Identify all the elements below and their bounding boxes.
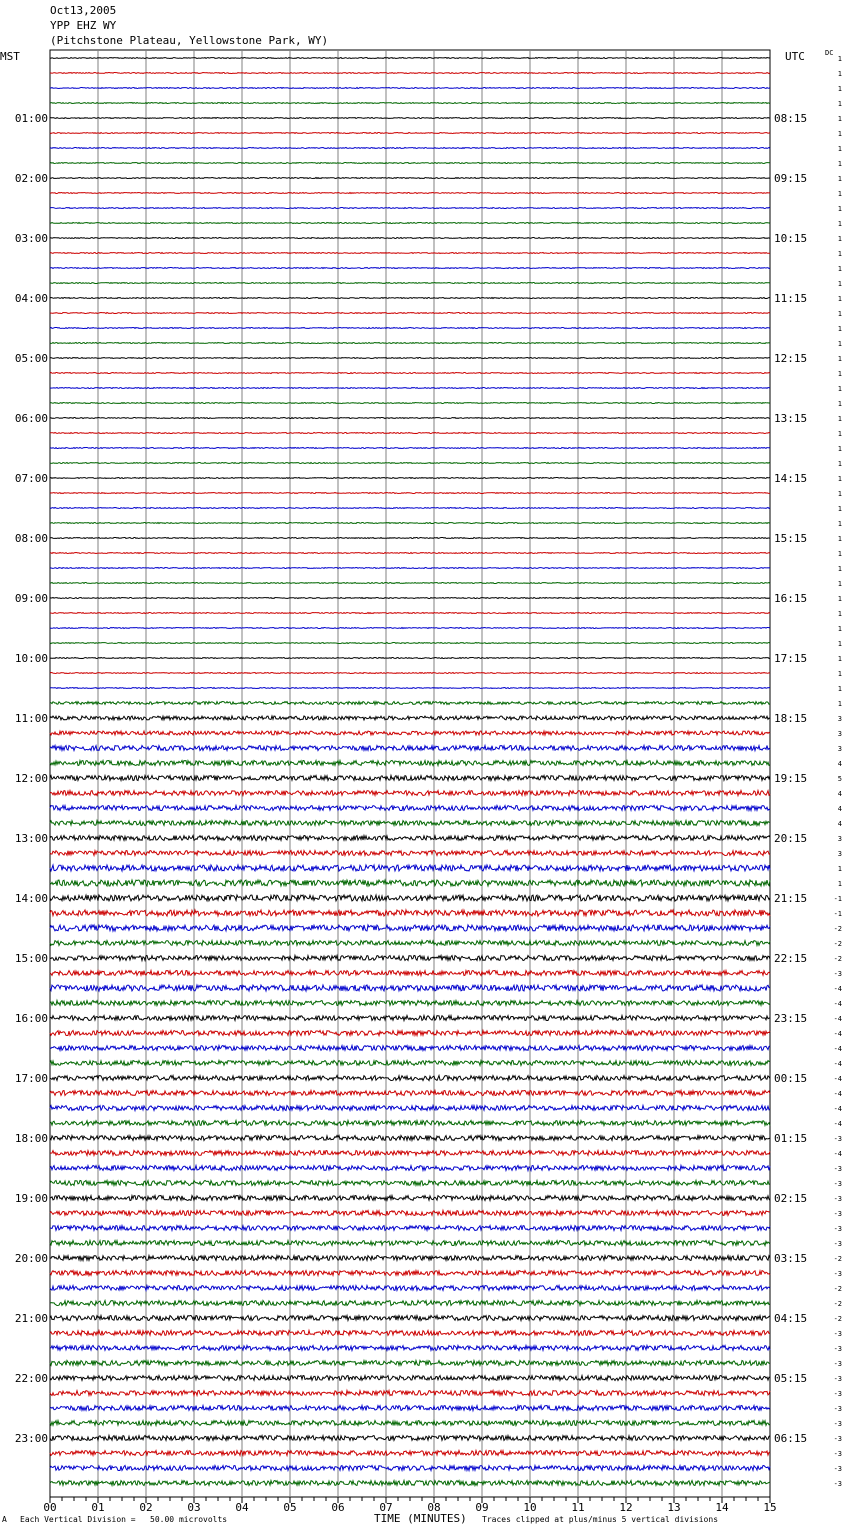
trace-line: [50, 895, 770, 901]
dc-offset-label: -3: [833, 1390, 842, 1398]
dc-offset-label: 4: [837, 805, 842, 813]
dc-offset-label: 1: [837, 520, 842, 528]
right-hour-label: 22:15: [774, 952, 808, 965]
dc-offset-label: 3: [837, 745, 842, 753]
left-hour-label: 12:00: [14, 772, 48, 785]
dc-offset-label: -4: [833, 1105, 842, 1113]
dc-offset-label: 1: [837, 175, 842, 183]
trace-line: [50, 1031, 770, 1036]
dc-offset-label: -4: [833, 1045, 842, 1053]
trace-line: [50, 238, 770, 239]
trace-line: [50, 388, 770, 389]
dc-offset-label: -3: [833, 1435, 842, 1443]
dc-offset-label: 3: [837, 850, 842, 858]
trace-line: [50, 1481, 770, 1486]
dc-offset-label: 1: [837, 385, 842, 393]
trace-line: [50, 478, 770, 479]
left-hour-label: 11:00: [14, 712, 48, 725]
plot-date: Oct13,2005: [50, 4, 117, 17]
right-hour-label: 05:15: [774, 1372, 808, 1385]
trace-line: [50, 418, 770, 419]
dc-offset-label: -4: [833, 1030, 842, 1038]
right-hour-label: 09:15: [774, 172, 808, 185]
dc-offset-label: -3: [833, 1225, 842, 1233]
left-hour-label: 06:00: [14, 412, 48, 425]
trace-line: [50, 806, 770, 811]
left-hour-label: 19:00: [14, 1192, 48, 1205]
dc-offset-label: 1: [837, 85, 842, 93]
trace-line: [50, 1346, 770, 1351]
dc-offset-label: -3: [833, 1135, 842, 1143]
trace-line: [50, 1466, 770, 1471]
dc-offset-label: 4: [837, 790, 842, 798]
trace-line: [50, 328, 770, 329]
trace-line: [50, 1196, 770, 1201]
right-hour-label: 19:15: [774, 772, 808, 785]
dc-offset-label: 1: [837, 310, 842, 318]
trace-line: [50, 103, 770, 104]
trace-line: [50, 821, 770, 826]
dc-header-label: DC: [825, 49, 834, 57]
dc-offset-label: -3: [833, 1345, 842, 1353]
dc-offset-label: 1: [837, 70, 842, 78]
trace-line: [50, 925, 770, 931]
trace-line: [50, 433, 770, 434]
dc-offset-label: -3: [833, 1240, 842, 1248]
dc-offset-label: -3: [833, 1195, 842, 1203]
trace-line: [50, 731, 770, 735]
dc-offset-label: 1: [837, 190, 842, 198]
dc-offset-label: -4: [833, 1060, 842, 1068]
trace-line: [50, 178, 770, 179]
dc-offset-label: 1: [837, 625, 842, 633]
dc-offset-label: -3: [833, 1360, 842, 1368]
trace-line: [50, 358, 770, 359]
plot-frame: [50, 50, 770, 1497]
dc-offset-label: 1: [837, 250, 842, 258]
trace-line: [50, 598, 770, 599]
left-hour-label: 07:00: [14, 472, 48, 485]
dc-offset-label: -2: [833, 1315, 842, 1323]
x-tick-label: 03: [187, 1501, 201, 1514]
right-hour-label: 16:15: [774, 592, 808, 605]
left-hour-label: 08:00: [14, 532, 48, 545]
dc-offset-label: -4: [833, 1000, 842, 1008]
trace-line: [50, 583, 770, 584]
trace-line: [50, 985, 770, 991]
trace-line: [50, 1166, 770, 1171]
dc-offset-label: -3: [833, 1450, 842, 1458]
trace-line: [50, 1256, 770, 1261]
trace-line: [50, 836, 770, 841]
right-hour-label: 13:15: [774, 412, 808, 425]
dc-offset-label: 3: [837, 730, 842, 738]
dc-offset-label: -2: [833, 955, 842, 963]
trace-line: [50, 628, 770, 629]
dc-offset-label: 4: [837, 820, 842, 828]
right-hour-label: 02:15: [774, 1192, 808, 1205]
dc-offset-label: 1: [837, 160, 842, 168]
dc-offset-label: 3: [837, 835, 842, 843]
dc-offset-label: -1: [833, 910, 842, 918]
right-hour-label: 08:15: [774, 112, 808, 125]
trace-line: [50, 463, 770, 464]
dc-offset-label: 1: [837, 280, 842, 288]
dc-offset-label: 1: [837, 655, 842, 663]
left-hour-label: 01:00: [14, 112, 48, 125]
x-tick-label: 08: [427, 1501, 441, 1514]
dc-offset-label: -3: [833, 1405, 842, 1413]
x-tick-label: 01: [91, 1501, 105, 1514]
trace-line: [50, 1451, 770, 1456]
x-tick-label: 14: [715, 1501, 729, 1514]
trace-line: [50, 1151, 770, 1156]
x-tick-label: 09: [475, 1501, 489, 1514]
trace-line: [50, 1361, 770, 1366]
dc-offset-label: 1: [837, 580, 842, 588]
right-hour-label: 01:15: [774, 1132, 808, 1145]
x-tick-label: 00: [43, 1501, 57, 1514]
dc-offset-label: 1: [837, 640, 842, 648]
left-hour-label: 10:00: [14, 652, 48, 665]
dc-offset-label: -3: [833, 1465, 842, 1473]
dc-offset-label: 1: [837, 130, 842, 138]
left-hour-label: 15:00: [14, 952, 48, 965]
dc-offset-label: 1: [837, 595, 842, 603]
dc-offset-label: 1: [837, 430, 842, 438]
dc-offset-label: -4: [833, 1150, 842, 1158]
dc-offset-label: -4: [833, 1015, 842, 1023]
dc-offset-label: -4: [833, 1120, 842, 1128]
trace-line: [50, 1301, 770, 1306]
left-hour-label: 18:00: [14, 1132, 48, 1145]
dc-offset-label: 1: [837, 460, 842, 468]
dc-offset-label: 1: [837, 205, 842, 213]
dc-offset-label: -4: [833, 1090, 842, 1098]
trace-line: [50, 73, 770, 74]
right-hour-label: 00:15: [774, 1072, 808, 1085]
dc-offset-label: 3: [837, 715, 842, 723]
left-hour-label: 03:00: [14, 232, 48, 245]
trace-line: [50, 1271, 770, 1276]
trace-line: [50, 1286, 770, 1291]
dc-offset-label: 1: [837, 355, 842, 363]
trace-line: [50, 971, 770, 976]
trace-line: [50, 448, 770, 449]
trace-line: [50, 791, 770, 796]
trace-line: [50, 148, 770, 149]
trace-line: [50, 1046, 770, 1051]
dc-offset-label: 1: [837, 565, 842, 573]
trace-line: [50, 268, 770, 269]
dc-offset-label: 1: [837, 235, 842, 243]
trace-line: [50, 716, 770, 720]
trace-line: [50, 1436, 770, 1441]
x-tick-label: 06: [331, 1501, 345, 1514]
x-tick-label: 15: [763, 1501, 777, 1514]
dc-offset-label: 1: [837, 445, 842, 453]
dc-offset-label: 1: [837, 55, 842, 63]
right-timezone-label: UTC: [785, 50, 805, 63]
trace-line: [50, 880, 770, 886]
trace-line: [50, 1136, 770, 1141]
left-hour-label: 04:00: [14, 292, 48, 305]
right-hour-label: 04:15: [774, 1312, 808, 1325]
trace-line: [50, 538, 770, 539]
trace-line: [50, 1001, 770, 1006]
trace-line: [50, 910, 770, 916]
dc-offset-label: -2: [833, 925, 842, 933]
right-hour-label: 17:15: [774, 652, 808, 665]
trace-line: [50, 761, 770, 766]
trace-line: [50, 1061, 770, 1066]
dc-offset-label: -3: [833, 970, 842, 978]
dc-offset-label: 1: [837, 115, 842, 123]
dc-offset-label: -3: [833, 1330, 842, 1338]
trace-line: [50, 1331, 770, 1336]
left-hour-label: 23:00: [14, 1432, 48, 1445]
station-location: (Pitchstone Plateau, Yellowstone Park, WY): [50, 34, 329, 47]
right-hour-label: 14:15: [774, 472, 808, 485]
x-tick-label: 04: [235, 1501, 249, 1514]
footer-mark: A: [2, 1515, 7, 1524]
left-hour-label: 13:00: [14, 832, 48, 845]
right-hour-label: 10:15: [774, 232, 808, 245]
dc-offset-label: -1: [833, 895, 842, 903]
dc-offset-label: 5: [837, 775, 842, 783]
left-hour-label: 05:00: [14, 352, 48, 365]
left-hour-label: 21:00: [14, 1312, 48, 1325]
trace-line: [50, 1016, 770, 1021]
left-hour-label: 17:00: [14, 1072, 48, 1085]
dc-offset-label: -3: [833, 1375, 842, 1383]
dc-offset-label: -3: [833, 1210, 842, 1218]
trace-line: [50, 658, 770, 659]
dc-offset-label: 1: [837, 220, 842, 228]
dc-offset-label: -3: [833, 1420, 842, 1428]
left-hour-label: 16:00: [14, 1012, 48, 1025]
x-tick-label: 12: [619, 1501, 633, 1514]
right-hour-label: 11:15: [774, 292, 808, 305]
left-timezone-label: MST: [0, 50, 20, 63]
dc-offset-label: 1: [837, 490, 842, 498]
trace-line: [50, 118, 770, 119]
x-tick-label: 13: [667, 1501, 681, 1514]
trace-line: [50, 553, 770, 554]
right-hour-label: 20:15: [774, 832, 808, 845]
dc-offset-label: -2: [833, 1285, 842, 1293]
dc-offset-label: 1: [837, 865, 842, 873]
dc-offset-label: 1: [837, 550, 842, 558]
dc-offset-label: 1: [837, 880, 842, 888]
dc-offset-label: 1: [837, 295, 842, 303]
trace-line: [50, 643, 770, 644]
trace-line: [50, 493, 770, 494]
trace-line: [50, 373, 770, 374]
trace-line: [50, 1241, 770, 1246]
trace-line: [50, 1091, 770, 1096]
right-hour-label: 12:15: [774, 352, 808, 365]
trace-line: [50, 568, 770, 569]
dc-offset-label: 1: [837, 700, 842, 708]
trace-line: [50, 1181, 770, 1186]
trace-line: [50, 1226, 770, 1231]
left-hour-label: 09:00: [14, 592, 48, 605]
dc-offset-label: 1: [837, 505, 842, 513]
right-hour-label: 15:15: [774, 532, 808, 545]
dc-offset-label: 1: [837, 670, 842, 678]
trace-line: [50, 163, 770, 164]
trace-line: [50, 208, 770, 209]
trace-line: [50, 851, 770, 856]
x-tick-label: 11: [571, 1501, 585, 1514]
dc-offset-label: 1: [837, 370, 842, 378]
x-tick-label: 02: [139, 1501, 153, 1514]
trace-line: [50, 865, 770, 871]
trace-line: [50, 88, 770, 89]
trace-line: [50, 1121, 770, 1126]
dc-offset-label: 1: [837, 265, 842, 273]
x-tick-label: 07: [379, 1501, 393, 1514]
trace-line: [50, 58, 770, 59]
trace-line: [50, 702, 770, 705]
dc-offset-label: 1: [837, 415, 842, 423]
trace-line: [50, 1106, 770, 1111]
left-hour-label: 14:00: [14, 892, 48, 905]
trace-line: [50, 523, 770, 524]
x-axis-label: TIME (MINUTES): [374, 1512, 467, 1525]
dc-offset-label: -4: [833, 1075, 842, 1083]
dc-offset-label: 1: [837, 400, 842, 408]
x-tick-label: 05: [283, 1501, 297, 1514]
scale-note: Each Vertical Division = 50.00 microvolts: [20, 1515, 228, 1524]
dc-offset-label: -4: [833, 985, 842, 993]
dc-offset-label: 1: [837, 535, 842, 543]
dc-offset-label: 1: [837, 340, 842, 348]
trace-line: [50, 133, 770, 134]
trace-line: [50, 298, 770, 299]
dc-offset-label: -3: [833, 1165, 842, 1173]
dc-offset-label: -2: [833, 940, 842, 948]
trace-line: [50, 403, 770, 404]
trace-line: [50, 1211, 770, 1216]
left-hour-label: 02:00: [14, 172, 48, 185]
trace-line: [50, 688, 770, 689]
dc-offset-label: -2: [833, 1255, 842, 1263]
dc-offset-label: 1: [837, 325, 842, 333]
trace-line: [50, 1316, 770, 1321]
dc-offset-label: 1: [837, 145, 842, 153]
trace-line: [50, 1391, 770, 1396]
trace-line: [50, 193, 770, 194]
trace-line: [50, 673, 770, 674]
right-hour-label: 23:15: [774, 1012, 808, 1025]
trace-line: [50, 1076, 770, 1081]
trace-line: [50, 1376, 770, 1381]
trace-line: [50, 776, 770, 781]
right-hour-label: 21:15: [774, 892, 808, 905]
trace-line: [50, 283, 770, 284]
dc-offset-label: -3: [833, 1180, 842, 1188]
left-hour-label: 20:00: [14, 1252, 48, 1265]
clip-note: Traces clipped at plus/minus 5 vertical divisions: [482, 1515, 719, 1524]
dc-offset-label: -3: [833, 1480, 842, 1488]
dc-offset-label: 1: [837, 475, 842, 483]
trace-line: [50, 1406, 770, 1411]
x-tick-label: 10: [523, 1501, 537, 1514]
trace-line: [50, 956, 770, 961]
right-hour-label: 18:15: [774, 712, 808, 725]
trace-line: [50, 941, 770, 946]
dc-offset-label: 4: [837, 760, 842, 768]
station-code: YPP EHZ WY: [50, 19, 117, 32]
trace-line: [50, 343, 770, 344]
right-hour-label: 06:15: [774, 1432, 808, 1445]
dc-offset-label: 1: [837, 610, 842, 618]
right-hour-label: 03:15: [774, 1252, 808, 1265]
left-hour-label: 22:00: [14, 1372, 48, 1385]
trace-line: [50, 253, 770, 254]
trace-line: [50, 1421, 770, 1426]
dc-offset-label: 1: [837, 100, 842, 108]
dc-offset-label: -3: [833, 1270, 842, 1278]
trace-line: [50, 223, 770, 224]
trace-line: [50, 508, 770, 509]
trace-line: [50, 746, 770, 751]
trace-line: [50, 613, 770, 614]
trace-line: [50, 313, 770, 314]
dc-offset-label: 1: [837, 685, 842, 693]
dc-offset-label: -2: [833, 1300, 842, 1308]
